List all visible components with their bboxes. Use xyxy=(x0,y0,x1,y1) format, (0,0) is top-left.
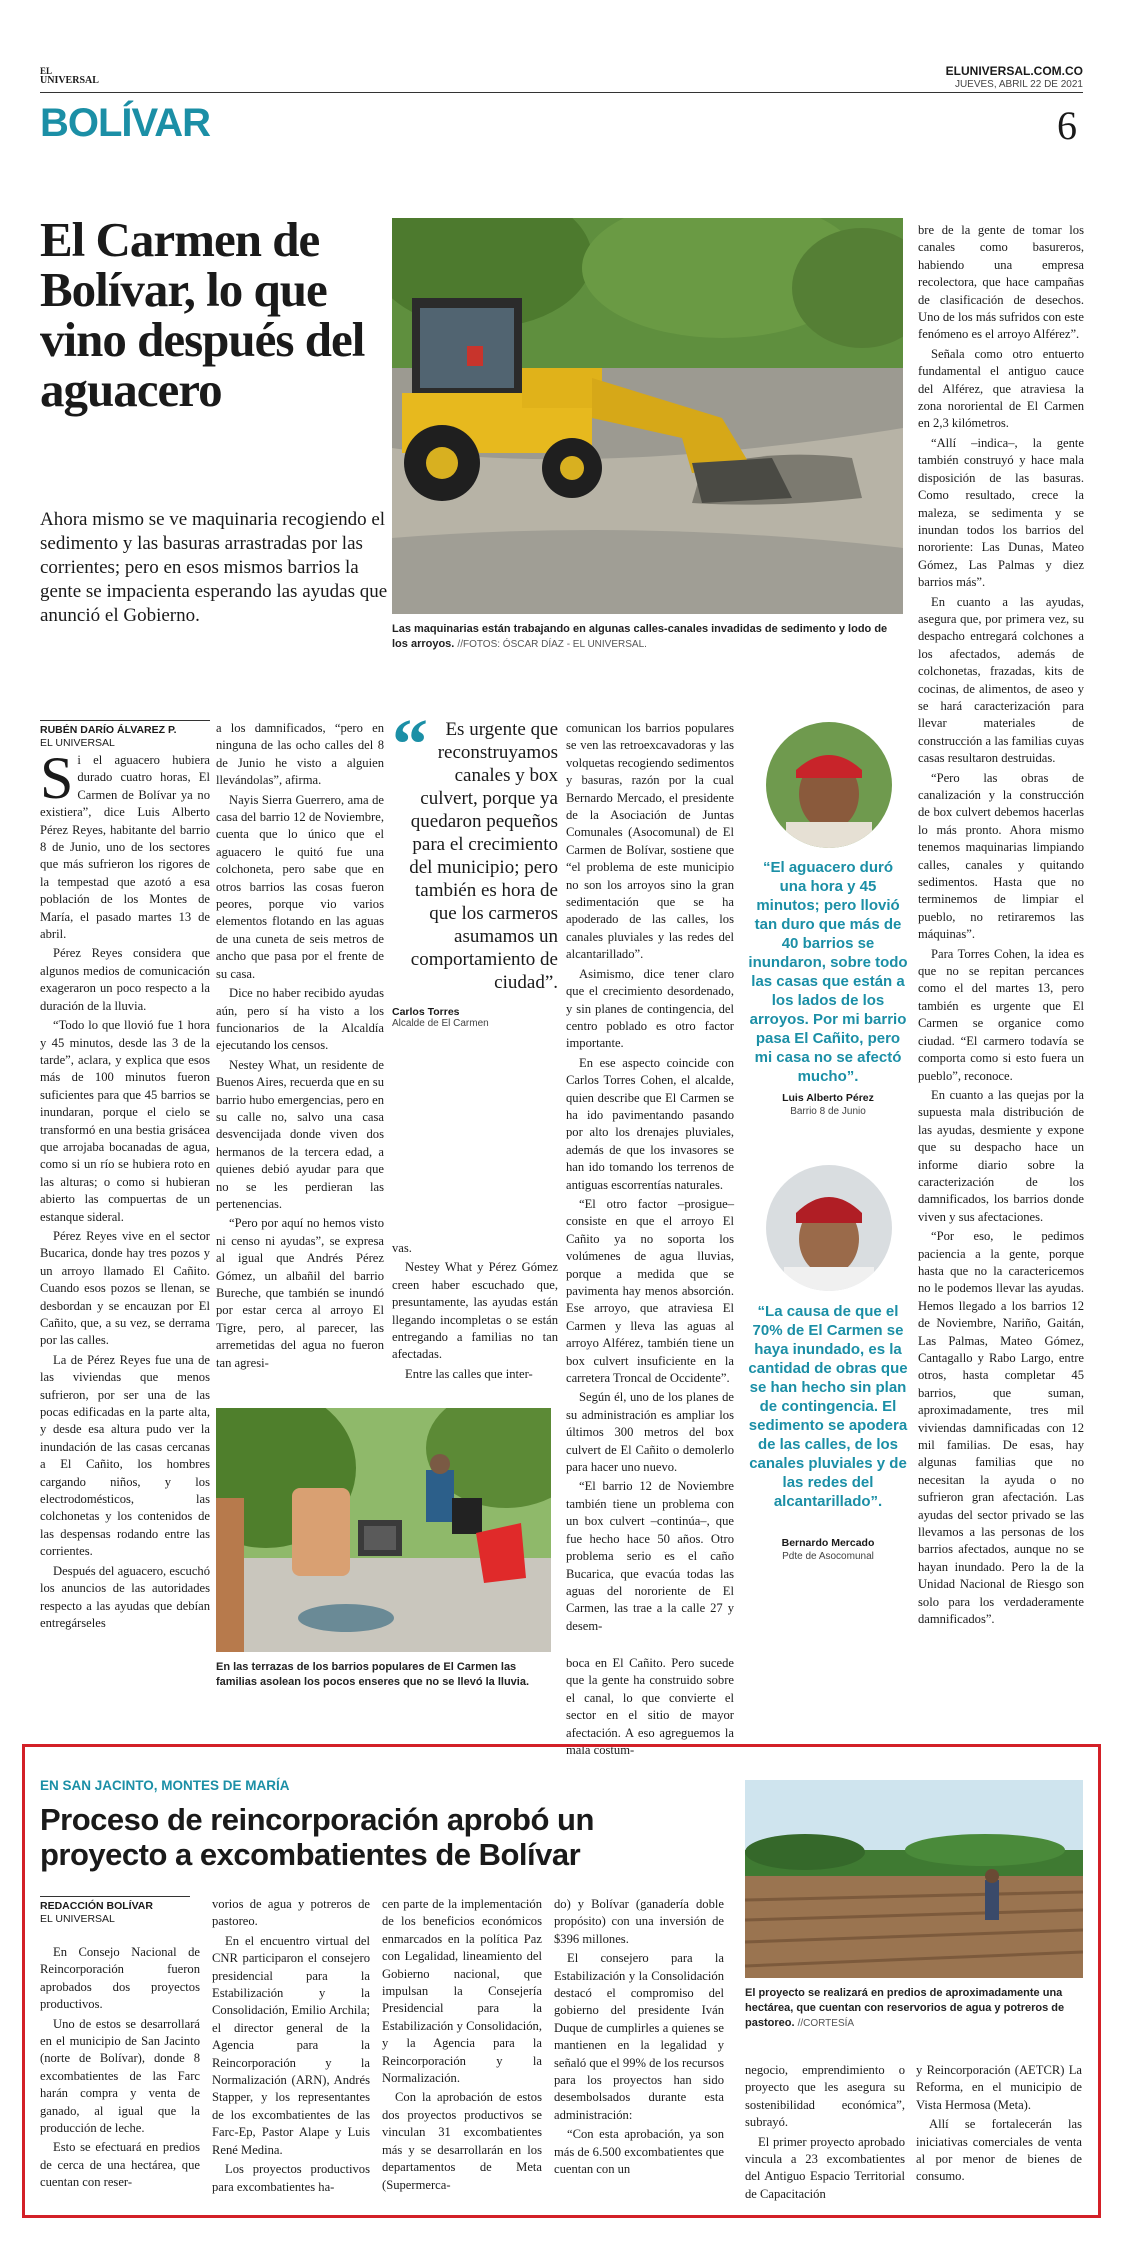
site-url: ELUNIVERSAL.COM.CO xyxy=(945,64,1083,78)
article-column-1: S i el aguacero hubiera durado cuatro horas, El Carmen de Bolívar ya no existiera”, dice Luis Alberto Pérez Reyes, habitante del barrio 8 de Junio, uno de los sectores que más sufrieron los rigores de la tempestad que azotó a esa población de los Montes de María, el pasado martes 13 de abril. Pérez Reyes considera que algunos medios de comunicación exageraron un poco respecto a la duración de la lluvia. “Todo lo que llovió fue 1 hora y 45 minutos, desde las 3 de la tarde”, aclara, y explica que esos más de 100 minutos fueron suficientes para que 45 barrios se inundaran, porque el cielo se transformó en una bestia grisácea que arrojaba bocanadas de agua, como si un río se hubiera roto en las alturas; o como si hubieran abierto las compuertas de un estanque sideral. Pérez Reyes vive en el sector Bucarica, donde hay tres pozos y un arroyo llamado El Cañito. Cuando esos pozos se llenan, se desbordan y se encauzan por El Cañito, que, a su vez, se derrama por las calles. La de Pérez Reyes fue una de las viviendas que menos sufrieron, por ser una de las pocas edificadas en la parte alta, y desde esa altura pudo ver la inundación de las casas cercanas a El Cañito, los hombres cargando niños, y los electrodomésticos, las colchonetas y los contenidos de las despensas rodando entre las corrientes. Después del aguacero, escuchó los anuncios de las autoridades respecto a las ayudas que debían entregárseles xyxy=(40,745,210,1630)
box-column-2: vorios de agua y potreros de pastoreo. En el encuentro virtual del CNR participaron el consejero presidencial para la Estabilización y la Consolidación, Emilio Archila; el director general de la Agencia para la Reincorporación y la Normalización (ARN), Andrés Stapper, y los representantes de los excombatientes de las Farc-Ep, Pastor Alape y Luis René Medina. Los proyectos productivos para excombatientes ha- xyxy=(212,1897,370,2194)
quote-b-name: Bernardo Mercado xyxy=(781,1537,875,1549)
box-kicker: EN SAN JACINTO, MONTES DE MARÍA xyxy=(40,1778,290,1793)
subhead: Ahora mismo se ve maquinaria recogiendo el sedimento y las basuras arrastradas por las corrientes; pero en esos mismos barrios la gente se impacienta esperando las ayudas que anunció el Gobierno. xyxy=(40,509,388,626)
page-number: 6 xyxy=(1057,103,1077,148)
byline: RUBÉN DARÍO ÁLVAREZ P. EL UNIVERSAL xyxy=(40,720,210,750)
article-column-3-tail: vas. Nestey What y Pérez Gómez creen haber escuchado que, presuntamente, las ayudas están llegando incompletas o se están entregando a familias no tan afectadas. Entre las calles que inter- xyxy=(392,1241,558,1381)
photo-caption: Las maquinarias están trabajando en algunas calles-canales invadidas de sedimento y lodo de los arroyos. //FOTOS: ÓSCAR DÍAZ - EL UNIVERSAL. xyxy=(392,623,888,650)
article-column-2: a los damnificados, “pero en ninguna de las ocho calles del 8 de Junio he visto a alguien llevándolas”, afirma. Nayis Sierra Guerrero, ama de casa del barrio 12 de Noviembre, cuenta que lo único que el aguacero le quitó fue una colchoneta, pero sabe que en otros barrios las cosas fueron peores, porque vio varios elementos flotando en las aguas de una cuneta de seis metros de ancho que pasa por el frente de su casa. Dice no haber recibido ayudas aún, pero sí ha visto a los funcionarios de la Alcaldía ejecutando los censos. Nestey What, un residente de Buenos Aires, recuerda que en su barrio hubo emergencias, pero en su calle no, salvo una casa desvencijada donde viven dos hermanos de la tercera edad, a quienes debió ayudar para que no se les perdieran las pertenencias. “Pero por aquí no hemos visto ni censo ni ayudas”, se expresa al igual que Andrés Pérez Gómez, un albañil del barrio Bureche, que también se inundó por estar cerca al arroyo El Tigre, pero, al parecer, las arremetidas del agua no fueron tan agresi- xyxy=(216,721,384,1370)
box-byline: REDACCIÓN BOLÍVAR EL UNIVERSAL xyxy=(40,1896,190,1926)
box-column-1: En Consejo Nacional de Reincorporación fueron aprobados dos proyectos productivos. Uno de estos se desarrollará en el municipio de San Jacinto (norte de Bolívar), donde 8 excombatientes de las Farc harán compra y venta de ganado, al igual que la producción de leche. Esto se efectuará en predios de cerca de una hectárea, que cuentan con reser- xyxy=(40,1945,200,2190)
excavator-photo xyxy=(392,218,903,614)
field-photo xyxy=(745,1780,1083,1978)
dropcap: S xyxy=(40,745,74,811)
quote-bernardo: “La causa de que el 70% de El Carmen se haya inundado, es la cantidad de obras que se han hecho sin plan de contingencia. El sedimento se apodera de las calles, de los canales pluviales y de las redes del alcantarillado”. xyxy=(748,1303,908,1510)
article-column-4: comunican los barrios populares se ven las retroexcavadoras y las volquetas recogiendo sedimentos y basuras, razón por la cual Bernardo Mercado, el presidente de la Asociación de Juntas Comunales (Asocomunal) de El Carmen de Bolívar, sostiene que “el problema de este municipio no son los arroyos sino la gran sedimentación que se ha apoderado de las calles, los canales pluviales y las redes del alcantarillado”. Asimismo, dice tener claro que el crecimiento desordenado, y sin planes de contingencia, del centro poblado es otro factor importante. En ese aspecto coincide con Carlos Torres Cohen, el alcalde, quien describe que El Carmen se ha ido pavimentando pasando por alto los drenajes pluviales, además de que los invasores se han ido tomando los terrenos de antiguas escorrentías naturales. “El otro factor –prosigue– consiste en que el arroyo El Cañito ya no soporta los volúmenes de agua lluvias, porque a medida que se pavimenta hay menos absorción. Ese arroyo, que atraviesa El Carmen y lleva las aguas al arroyo Alférez, también tiene un box culvert insuficiente en la carretera Troncal de Occidente”. Según él, uno de los planes de su administración es ampliar los últimos 300 metros del box culvert de El Cañito o demolerlo para hacer uno nuevo. “El barrio 12 de Noviembre también tiene un problema con un box culvert –continúa–, que fue hecho hace 50 años. Otro problema serio es el caño Bucarica, que evacúa todas las aguas del nororiente de El Carmen, las trae a la calle 27 y desem- xyxy=(566,721,734,1633)
header-rule xyxy=(40,92,1083,93)
box-column-3: cen parte de la implementación de los beneficios económicos enmarcados en la política Paz con Legalidad, lineamiento del Gobierno nacional, que impulsan la Consejería Presidencial para la Estabilización y Consolidación, y la Agencia para la Reincorporación y la Normalización. Con la aprobación de estos dos proyectos productivos se vinculan 31 excombatientes más y se desarrollarán en los departamentos de Meta (Supermerca- xyxy=(382,1897,542,2192)
box-column-6: y Reincorporación (AETCR) La Reforma, en el municipio de Vista Hermosa (Meta). Allí se fortalecerán las iniciativas comerciales de venta al por menor de bienes de consumo. xyxy=(916,2063,1082,2184)
quote-b-role: Pdte de Asocomunal xyxy=(782,1551,874,1562)
article-column-4-bottom: boca en El Cañito. Pero sucede que la gente ha construido sobre el canal, lo que convierte el sector en el sitio de mayor afectación. A eso agreguemos la mala costum- xyxy=(566,1656,734,1758)
portrait-bernardo xyxy=(766,1165,892,1291)
section-title: BOLÍVAR xyxy=(40,101,211,145)
pull-quote: “ Es urgente que reconstruyamos canales y box culvert, porque ya quedaron pequeños para el crecimiento del municipio; pero también es hora de que los carmeros asumamos un comportamiento de ciudad”. Carlos Torres Alcalde de El Carmen xyxy=(392,704,558,1029)
quote-a-name: Luis Alberto Pérez xyxy=(782,1092,874,1104)
portrait-luis-alberto xyxy=(766,722,892,848)
headline: El Carmen de Bolívar, lo que vino después del aguacero xyxy=(40,212,365,417)
box-headline: Proceso de reincorporación aprobó un proyecto a excombatientes de Bolívar xyxy=(40,1802,594,1872)
photo2-caption: En las terrazas de los barrios populares de El Carmen las familias asolean los pocos enseres que no se llevó la lluvia. xyxy=(216,1661,530,1688)
quote-luis-alberto: “El aguacero duró una hora y 45 minutos; pero llovió tan duro que más de 40 barrios se inundaron, sobre todo las casas que están a los lados de los arroyos. Por mi barrio pasa El Cañito, pero mi casa no se afectó mucho”. xyxy=(748,859,908,1085)
box-column-4: do) y Bolívar (ganadería doble propósito) con una inversión de $396 millones. El consejero para la Estabilización y la Consolidación destacó el compromiso del gobierno del presidente Iván Duque de cumplirles a quienes se mantienen en la legalidad y señaló que el 99% de los recursos para los proyectos han sido desembolsados durante esta administración: “Con esta aprobación, ya son más de 6.500 excombatientes que cuentan con un xyxy=(554,1897,724,2177)
terrace-photo xyxy=(216,1408,551,1652)
quote-a-role: Barrio 8 de Junio xyxy=(790,1106,866,1117)
issue-date: JUEVES, ABRIL 22 DE 2021 xyxy=(954,79,1083,90)
masthead-logo: EL UNIVERSAL xyxy=(40,66,99,86)
article-column-6: bre de la gente de tomar los canales como basureros, habiendo una empresa recolectora, que hace campañas de clasificación de desechos. Uno de los más sufridos con este fenómeno es el arroyo Alférez”. Señala como otro entuerto fundamental el antiguo cauce del Alférez, que atraviesa la zona nororiental de El Carmen en 2,3 kilómetros. “Allí –indica–, la gente también construyó y hace mala disposición de las basuras. Como resultado, crece la maleza, se sedimenta y se inundan todos los barrios del nororiente: Las Dunas, Mateo Gómez, Las Palmas y diez barrios más”. En cuanto a las ayudas, asegura que, por primera vez, su despacho entregará colchones a los afectados, además de colchonetas, frazadas, kits de cocinas, de alimentos, de aseo y se hará caracterización para llevar materiales de construcción a las familias cuyas casas resultaron destruidas. “Pero las obras de canalización y la construcción de box culvert debemos hacerlas lo más pronto. Ahora mismo tenemos maquinarias limpiando calles, canales y quitando sedimentos. Hasta que no terminemos de limpiar el pueblo, no retiraremos las máquinas”. Para Torres Cohen, la idea es que no se repitan percances como el del martes 13, pero también es urgente que El Carmen se organice como ciudad. “El carmero todavía se comporta como si esto fuera un pueblo”, reconoce. En cuanto a las quejas por la supuesta mala distribución de las ayudas, desmiente y expone que su despacho hace un informe diario sobre la caracterización de los damnificados, los barrios donde viven y sus afectaciones. “Por eso, le pedimos paciencia a la gente, porque hasta que no la caractericemos no le podemos llevar las ayudas. Hemos llegado a los barrios 12 de Noviembre, Nariño, Gaitán, Las Palmas, Mateo Gómez, Cantagallo y Rabo Largo, entre otros, hasta completar 45 barrios, que suman, aproximadamente, tres mil viviendas damnificadas con 12 mil familias. De esas, hay algunas familias que no necesitan la ayuda o no sufrieron gran afectación. Las ayudas del sector privado se las llevamos a las personas de los barrios afectados, aunque no se hayan inundado. Pero la de la Unidad Nacional de Riesgo son solo para los verdaderamente damnificados”. xyxy=(918,223,1084,1627)
box-column-5: negocio, emprendimiento o proyecto que les asegura su sostenibilidad económica”, subrayó. El primer proyecto aprobado vincula a 23 excombatientes del Antiguo Espacio Territorial de Capacitación xyxy=(745,2063,905,2201)
box-photo-caption: El proyecto se realizará en predios de aproximadamente una hectárea, que cuentan con reservorios de agua y potreros de pastoreo. //CORTESÍA xyxy=(745,1987,1065,2029)
quote-mark-icon: “ xyxy=(392,704,428,784)
